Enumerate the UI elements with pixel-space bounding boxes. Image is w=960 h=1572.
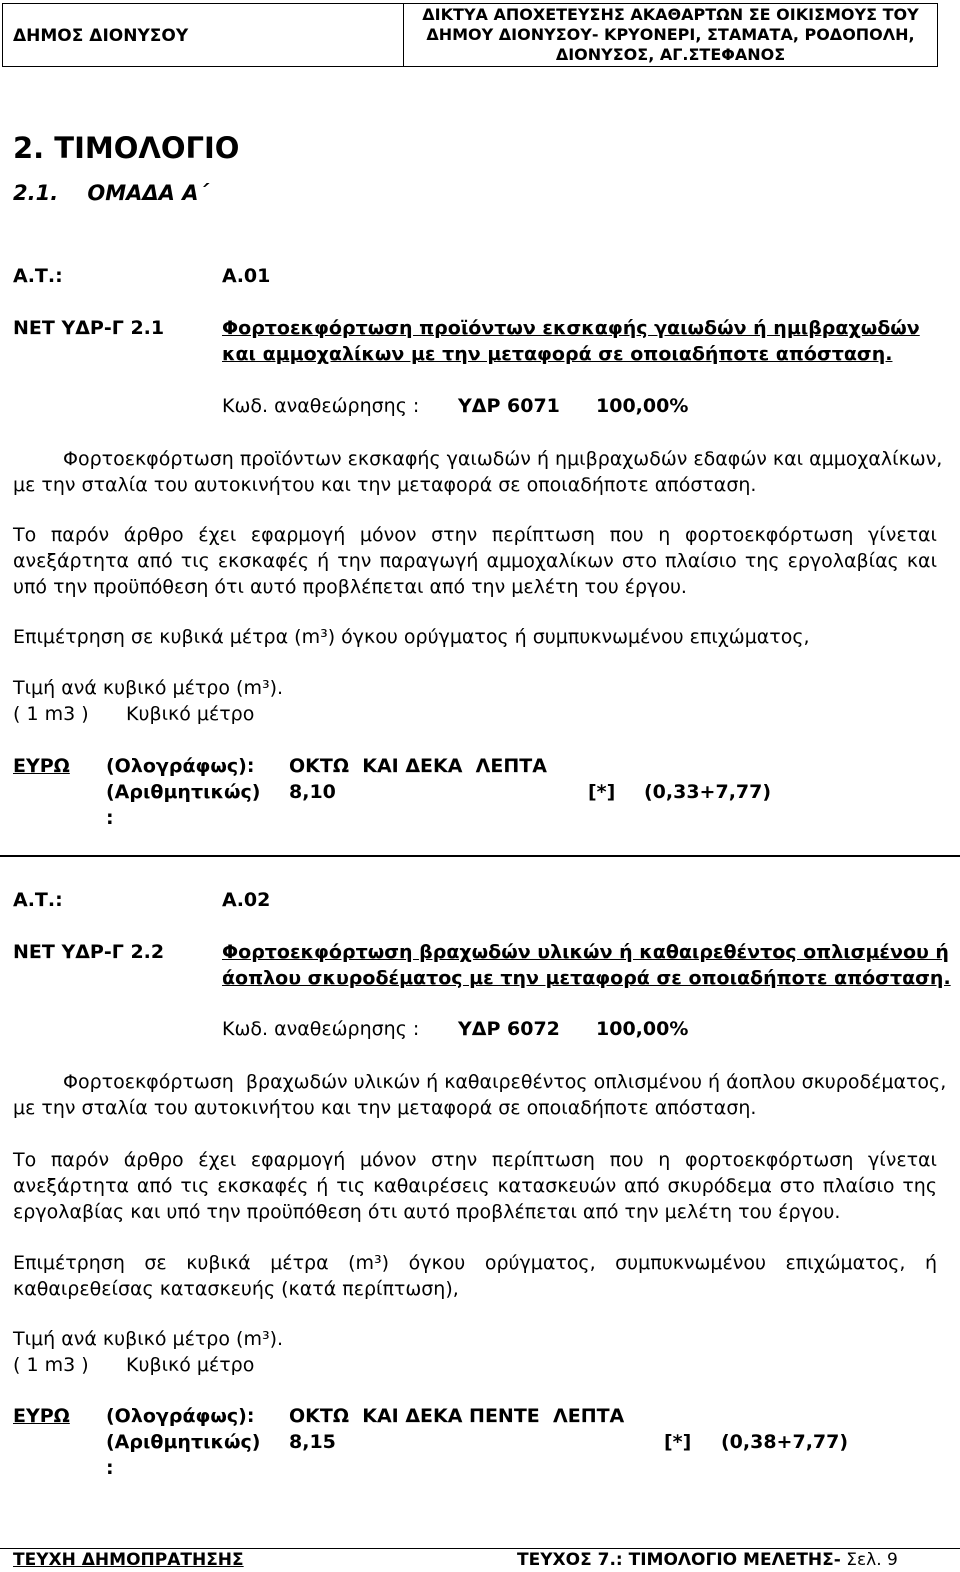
revision-label: Κωδ. αναθεώρησης :: [222, 1018, 420, 1040]
footer-volume: ΤΕΥΧΟΣ 7.: ΤΙΜΟΛΟΓΙΟ ΜΕΛΕΤΗΣ: [517, 1550, 834, 1570]
header-project-line: ΔΗΜΟΥ ΔΙΟΝΥΣΟΥ- ΚΡΥΟΝΕΡΙ, ΣΤΑΜΑΤΑ, ΡΟΔΟΠΟΛΗ,: [426, 25, 915, 44]
applicability-paragraph: [13, 522, 937, 600]
footer-right: [517, 1550, 898, 1570]
footer-page-number: Σελ. 9: [846, 1550, 898, 1570]
revision-percent: 100,00%: [596, 1018, 689, 1040]
item-title-line: άοπλου σκυροδέματος με την μεταφορά σε οποιαδήποτε απόσταση.: [222, 967, 951, 989]
words-label: (Ολογράφως):: [106, 755, 255, 777]
price-breakdown: (0,33+7,77): [644, 781, 772, 803]
description-line: με την σταλία του αυτοκινήτου και την μεταφορά σε οποιαδήποτε απόσταση.: [13, 1097, 757, 1119]
section-title: 2. ΤΙΜΟΛΟΓΙΟ: [13, 131, 240, 165]
revision-label: Κωδ. αναθεώρησης :: [222, 395, 420, 417]
footer-rule: [0, 1548, 960, 1549]
numeric-label-colon: :: [106, 807, 114, 829]
section-subtitle: 2.1. ΟΜΑΔΑ Α΄: [13, 181, 208, 205]
item-net-code: ΝΕΤ ΥΔΡ-Γ 2.1: [13, 317, 165, 339]
description-line: Φορτοεκφόρτωση προϊόντων εκσκαφής γαιωδών ή ημιβραχωδών εδαφών και αμμοχαλίκων,: [63, 448, 943, 470]
price-breakdown: (0,38+7,77): [721, 1431, 849, 1453]
revision-code: ΥΔΡ 6072: [458, 1018, 560, 1040]
price-in-words: ΟΚΤΩ ΚΑΙ ΔΕΚΑ ΠΕΝΤΕ ΛΕΠΤΑ: [289, 1405, 625, 1427]
item-at-code: Α.01: [222, 265, 271, 287]
description-line: με την σταλία του αυτοκινήτου και την μεταφορά σε οποιαδήποτε απόσταση.: [13, 474, 757, 496]
unit-price-text: Τιμή ανά κυβικό μέτρο (m³).: [13, 1328, 284, 1350]
applicability-paragraph: [13, 1147, 937, 1225]
header-project-line: ΔΙΚΤΥΑ ΑΠΟΧΕΤΕΥΣΗΣ ΑΚΑΘΑΡΤΩΝ ΣΕ ΟΙΚΙΣΜΟΥΣ ΤΟΥ: [422, 5, 919, 24]
applicability-text: Το παρόν άρθρο έχει εφαρμογή μόνον στην περίπτωση που η φορτοεκφόρτωση γίνεται ανεξάρτητα από τις εκσκαφές ή τις καθαιρέσεις κατασκευών από σκυρόδεμα στο πλαίσιο της εργολαβίας και υπό την προϋπόθεση ότι αυτό προβλέπεται από την μελέτη του έργου.: [13, 1149, 937, 1223]
description-line: Φορτοεκφόρτωση βραχωδών υλικών ή καθαιρεθέντος οπλισμένου ή άοπλου σκυροδέματος,: [63, 1071, 947, 1093]
unit-quantity: ( 1 m3 ): [13, 703, 89, 725]
revision-code: ΥΔΡ 6071: [458, 395, 560, 417]
header-municipality: [3, 4, 404, 66]
item-title-line: Φορτοεκφόρτωση προϊόντων εκσκαφής γαιωδών ή ημιβραχωδών: [222, 317, 920, 339]
header-project-line: ΔΙΟΝΥΣΟΣ, ΑΓ.ΣΤΕΦΑΝΟΣ: [555, 45, 786, 64]
footer-dash: -: [833, 1550, 841, 1570]
item-title-line: και αμμοχαλίκων με την μεταφορά σε οποιαδήποτε απόσταση.: [222, 343, 893, 365]
price-star: [*]: [664, 1431, 692, 1453]
unit-name: Κυβικό μέτρο: [126, 703, 255, 725]
measurement-text: Επιμέτρηση σε κυβικά μέτρα (m³) όγκου ορύγματος ή συμπυκνωμένου επιχώματος,: [13, 626, 810, 648]
unit-price-text: Τιμή ανά κυβικό μέτρο (m³).: [13, 677, 284, 699]
price-numeric: 8,15: [289, 1431, 336, 1453]
unit-name: Κυβικό μέτρο: [126, 1354, 255, 1376]
footer-left: ΤΕΥΧΗ ΔΗΜΟΠΡΑΤΗΣΗΣ: [13, 1550, 244, 1570]
applicability-text: Το παρόν άρθρο έχει εφαρμογή μόνον στην περίπτωση που η φορτοεκφόρτωση γίνεται ανεξάρτητα από τις εκσκαφές ή την παραγωγή αμμοχαλίκων στο πλαίσιο της εργολαβίας και υπό την προϋπόθεση ότι αυτό προβλέπεται από την μελέτη του έργου.: [13, 524, 937, 598]
item-at-code: Α.02: [222, 889, 271, 911]
unit-quantity: ( 1 m3 ): [13, 1354, 89, 1376]
header-municipality-text: ΔΗΜΟΣ ΔΙΟΝΥΣΟΥ: [13, 26, 189, 46]
item-title-line: Φορτοεκφόρτωση βραχωδών υλικών ή καθαιρεθέντος οπλισμένου ή: [222, 941, 949, 963]
revision-percent: 100,00%: [596, 395, 689, 417]
price-star: [*]: [588, 781, 616, 803]
item-separator: [0, 855, 960, 857]
numeric-label: (Αριθμητικώς): [106, 1431, 261, 1453]
euro-label: ΕΥΡΩ: [13, 755, 70, 777]
price-in-words: ΟΚΤΩ ΚΑΙ ΔΕΚΑ ΛΕΠΤΑ: [289, 755, 547, 777]
item-net-code: ΝΕΤ ΥΔΡ-Γ 2.2: [13, 941, 165, 963]
measurement-paragraph: [13, 1250, 937, 1302]
words-label: (Ολογράφως):: [106, 1405, 255, 1427]
item-at-label: Α.Τ.:: [13, 265, 63, 287]
numeric-label-colon: :: [106, 1457, 114, 1479]
header-project-title: [404, 4, 937, 67]
item-at-label: Α.Τ.:: [13, 889, 63, 911]
numeric-label: (Αριθμητικώς): [106, 781, 261, 803]
euro-label: ΕΥΡΩ: [13, 1405, 70, 1427]
measurement-text: Επιμέτρηση σε κυβικά μέτρα (m³) όγκου ορύγματος, συμπυκνωμένου επιχώματος, ή καθαιρεθείσας κατασκευής (κατά περίπτωση),: [13, 1252, 937, 1300]
price-numeric: 8,10: [289, 781, 336, 803]
document-header: [2, 3, 938, 67]
